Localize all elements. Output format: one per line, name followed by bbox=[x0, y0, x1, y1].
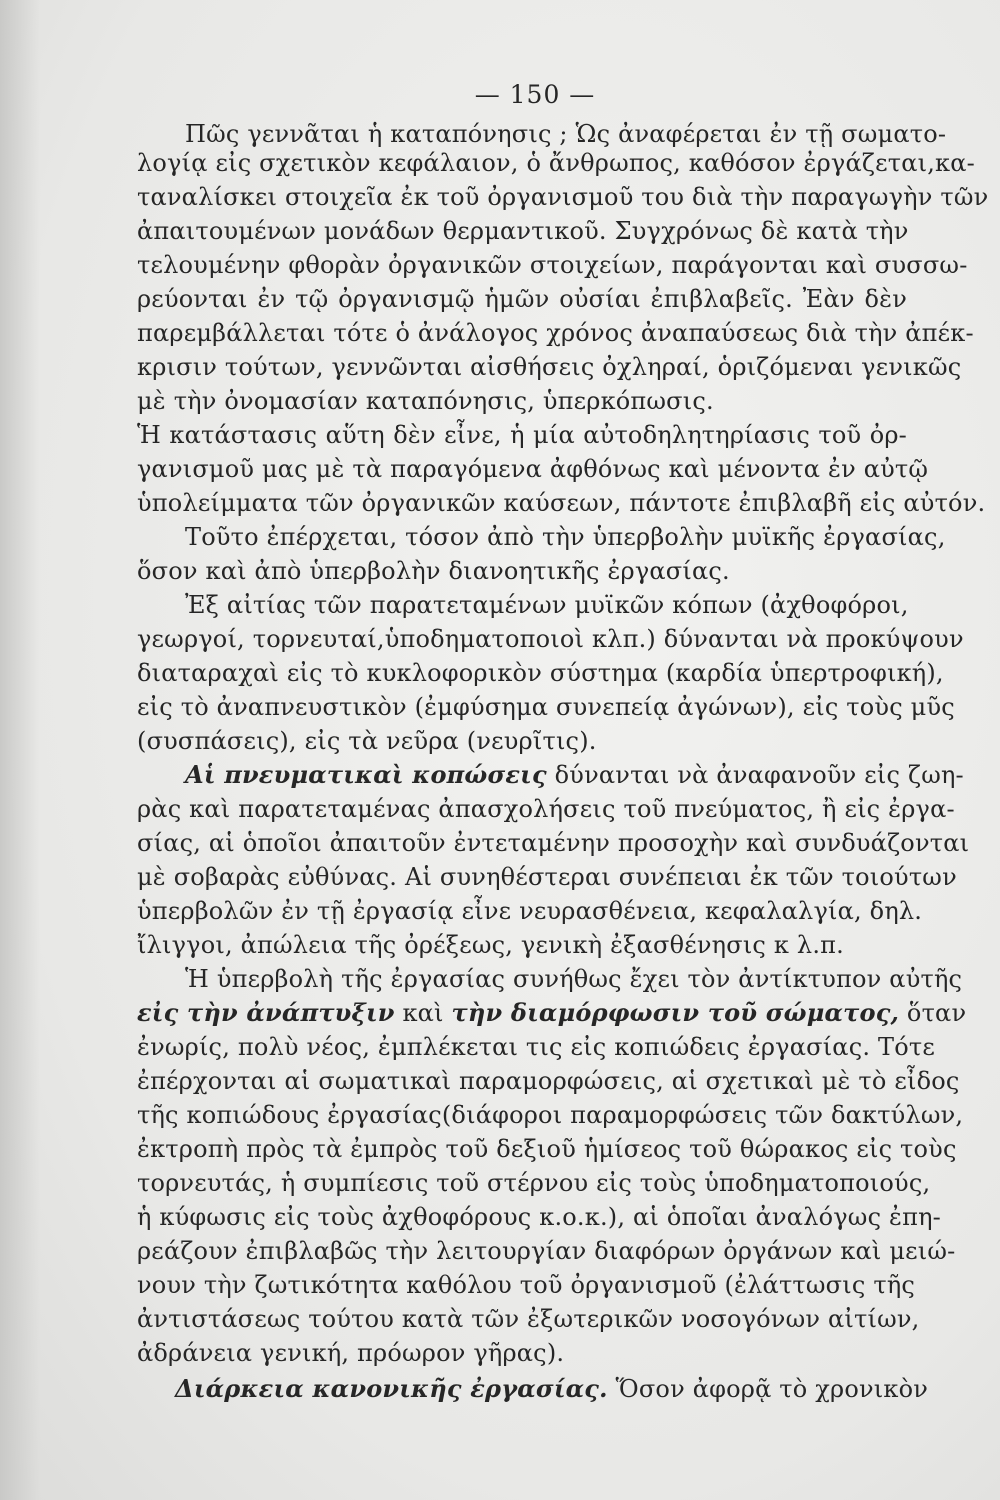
text-line: νουν τὴν ζωτικότητα καθόλου τοῦ ὀργανισμοῦ (ἐλάττωσις τῆς bbox=[137, 1271, 916, 1299]
text-line: Τοῦτο ἐπέρχεται, τόσον ἀπὸ τὴν ὑπερβολὴν μυϊκῆς ἐργασίας, bbox=[185, 523, 946, 551]
text-line: ἀντιστάσεως τούτου κατὰ τῶν ἐξωτερικῶν νοσογόνων αἰτίων, bbox=[137, 1305, 920, 1333]
text-line: Ἡ ὑπερβολὴ τῆς ἐργασίας συνήθως ἔχει τὸν ἀντίκτυπον αὐτῆς bbox=[185, 965, 963, 993]
text-line bbox=[185, 760, 964, 790]
text-line: (συσπάσεις), εἰς τὰ νεῦρα (νευρῖτις). bbox=[137, 727, 597, 755]
text-line: ἀδράνεια γενική, πρόωρον γῆρας). bbox=[137, 1339, 565, 1367]
text-line: ἴλιγγοι, ἀπώλεια τῆς ὀρέξεως, γενικὴ ἐξασθένησις κ λ.π. bbox=[137, 931, 844, 959]
text-span: ὅταν bbox=[899, 999, 967, 1027]
text-line: ἐνωρίς, πολὺ νέος, ἐμπλέκεται τις εἰς κοπιώδεις ἐργασίας. Τότε bbox=[137, 1033, 935, 1061]
text-line: κρισιν τούτων, γεννῶνται αἰσθήσεις ὀχληραί, ὁριζόμεναι γενικῶς bbox=[137, 353, 962, 381]
text-line: ἀπαιτουμένων μονάδων θερμαντικοῦ. Συγχρόνως δὲ κατὰ τὴν bbox=[137, 217, 909, 245]
text-line: Πῶς γεννᾶται ἡ καταπόνησις ; Ὡς ἀναφέρεται ἐν τῇ σωματο- bbox=[185, 120, 947, 148]
text-line: μὲ σοβαρὰς εὐθύνας. Αἱ συνηθέστεραι συνέπειαι ἐκ τῶν τοιούτων bbox=[137, 863, 957, 891]
text-line: διαταραχαὶ εἰς τὸ κυκλοφορικὸν σύστημα (καρδία ὑπερτροφική), bbox=[137, 659, 944, 687]
text-line: ρεύονται ἐν τῷ ὀργανισμῷ ἡμῶν οὐσίαι ἐπιβλαβεῖς. Ἐὰν δὲν bbox=[137, 285, 907, 313]
emphasis-text: Αἱ πνευματικαὶ κοπώσεις bbox=[185, 760, 547, 789]
text-line: ἐπέρχονται αἱ σωματικαὶ παραμορφώσεις, αἱ σχετικαὶ μὲ τὸ εἶδος bbox=[137, 1067, 960, 1095]
text-line: Ἐξ αἰτίας τῶν παρατεταμένων μυϊκῶν κόπων (ἀχθοφόροι, bbox=[185, 591, 909, 619]
page-number: — 150 — bbox=[474, 80, 596, 109]
text-span: καὶ bbox=[394, 999, 452, 1027]
text-line: ὑπολείμματα τῶν ὀργανικῶν καύσεων, πάντοτε ἐπιβλαβῆ εἰς αὐτόν. bbox=[137, 489, 986, 517]
text-line: ὑπερβολῶν ἐν τῇ ἐργασίᾳ εἶνε νευρασθένεια, κεφαλαλγία, δηλ. bbox=[137, 897, 923, 925]
text-line: Ἡ κατάστασις αὕτη δὲν εἶνε, ἡ μία αὐτοδηλητηρίασις τοῦ ὀρ- bbox=[137, 421, 907, 449]
text-line: γεωργοί, τορνευταί,ὑποδηματοποιοὶ κλπ.) δύνανται νὰ προκύψουν bbox=[137, 625, 964, 653]
text-line: μὲ τὴν ὀνομασίαν καταπόνησις, ὑπερκόπωσις. bbox=[137, 387, 714, 415]
text-span: δύνανται νὰ ἀναφανοῦν εἰς ζωη- bbox=[546, 761, 964, 789]
text-line bbox=[175, 1374, 929, 1404]
text-line: ἡ κύφωσις εἰς τοὺς ἀχθοφόρους κ.ο.κ.), αἱ ὁποῖαι ἀναλόγως ἐπη- bbox=[137, 1203, 941, 1231]
text-line: ὅσον καὶ ἀπὸ ὑπερβολὴν διανοητικῆς ἐργασίας. bbox=[137, 557, 730, 585]
text-line bbox=[137, 998, 967, 1028]
text-line: παρεμβάλλεται τότε ὁ ἀνάλογος χρόνος ἀναπαύσεως διὰ τὴν ἀπέκ- bbox=[137, 319, 974, 347]
text-line: τῆς κοπιώδους ἐργασίας(διάφοροι παραμορφώσεις τῶν δακτύλων, bbox=[137, 1101, 964, 1129]
text-line: εἰς τὸ ἀναπνευστικὸν (ἐμφύσημα συνεπείᾳ ἀγώνων), εἰς τοὺς μῦς bbox=[137, 693, 955, 721]
text-line: σίας, αἱ ὁποῖοι ἀπαιτοῦν ἐντεταμένην προσοχὴν καὶ συνδυάζονται bbox=[137, 829, 970, 857]
text-line: ἐκτροπὴ πρὸς τὰ ἐμπρὸς τοῦ δεξιοῦ ἡμίσεος τοῦ θώρακος εἰς τοὺς bbox=[137, 1135, 957, 1163]
text-line: τελουμένην φθορὰν ὀργανικῶν στοιχείων, παράγονται καὶ συσσω- bbox=[137, 251, 968, 279]
text-line: ρὰς καὶ παρατεταμένας ἀπασχολήσεις τοῦ πνεύματος, ἢ εἰς ἐργα- bbox=[137, 795, 955, 823]
page-gutter-shadow bbox=[0, 0, 40, 1500]
text-line: λογίᾳ εἰς σχετικὸν κεφάλαιον, ὁ ἄνθρωπος, καθόσον ἐργάζεται,κα- bbox=[137, 149, 975, 177]
text-line: τορνευτάς, ἡ συμπίεσις τοῦ στέρνου εἰς τοὺς ὑποδηματοποιούς, bbox=[137, 1169, 931, 1197]
section-heading: Διάρκεια κανονικῆς ἐργασίας. bbox=[175, 1374, 608, 1403]
text-line: γανισμοῦ μας μὲ τὰ παραγόμενα ἀφθόνως καὶ μένοντα ἐν αὐτῷ bbox=[137, 455, 929, 483]
text-span: Ὅσον ἀφορᾷ τὸ χρονικὸν bbox=[607, 1375, 929, 1403]
emphasis-text: εἰς τὴν ἀνάπτυξιν bbox=[137, 998, 395, 1027]
text-line: ταναλίσκει στοιχεῖα ἐκ τοῦ ὀργανισμοῦ του διὰ τὴν παραγωγὴν τῶν bbox=[137, 183, 989, 211]
text-line: ρεάζουν ἐπιβλαβῶς τὴν λειτουργίαν διαφόρων ὀργάνων καὶ μειώ- bbox=[137, 1237, 956, 1265]
emphasis-text: τὴν διαμόρφωσιν τοῦ σώματος, bbox=[451, 998, 900, 1027]
